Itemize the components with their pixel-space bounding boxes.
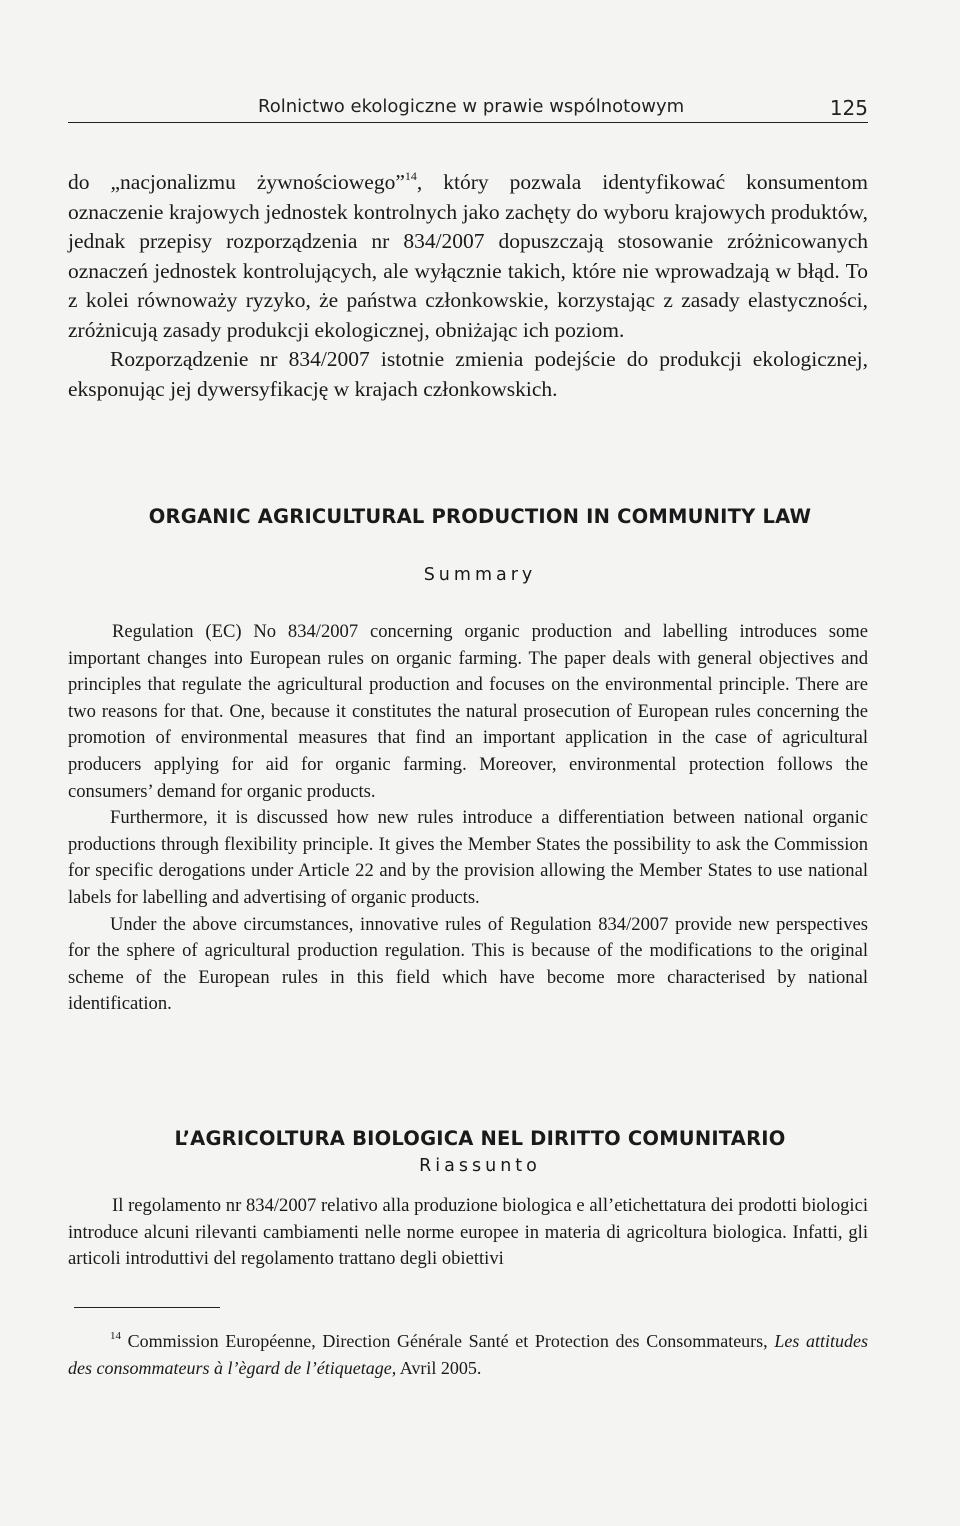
- abstract-paragraph: Furthermore, it is discussed how new rules introduce a differentiation between national organic productions through flexibility principle. It gives the Member States the possibility to ask the Commission for specific derogations under Article 22 and by the provision allowing the Member States to use national labels for labelling and advertising of organic products.: [68, 807, 868, 908]
- summary-abstract: [68, 619, 868, 1018]
- summary-subheading: Summary: [423, 565, 537, 585]
- footnote-cited-title: Les attitudes des consommateurs à l’ègard de l’étiquetage: [68, 1331, 868, 1378]
- running-title: Rolnictwo ekologiczne w prawie wspólnotowym: [258, 96, 685, 117]
- summary-heading: ORGANIC AGRICULTURAL PRODUCTION IN COMMUNITY LAW: [148, 505, 812, 528]
- footnote: [68, 1328, 868, 1382]
- page-number: 125: [829, 96, 868, 120]
- body-text-run: , który pozwala identyfikować konsumentom oznaczenie krajowych jednostek kontrolnych jako zachęty do wyboru krajowych produktów, jednak przepisy rozporządzenia nr 834/2007 dopuszczają stosowanie zróżnicowanych oznaczeń jednostek kontrolujących, ale wyłącznie takich, które nie wprowadzają w błąd. To z kolei równoważy ryzyko, że państwa członkowskie, korzystając z zasady elastyczności, zróżnicują zasady produkcji ekologicznej, obniżając ich poziom.: [68, 170, 869, 342]
- abstract-paragraph: Il regolamento nr 834/2007 relativo alla produzione biologica e all’etichettatura dei prodotti biologici introduce alcuni rilevanti cambiamenti nelle norme europee in materia di agricoltura biologica. Infatti, gli articoli introduttivi del regolamento trattano degli obiettivi: [68, 1195, 868, 1270]
- riassunto-subheading: Riassunto: [419, 1156, 541, 1176]
- footnote-separator: [74, 1307, 220, 1308]
- abstract-paragraph: Regulation (EC) No 834/2007 concerning organic production and labelling introduces some important changes into European rules on organic farming. The paper deals with general objectives and principles that regulate the agricultural production and focuses on the environmental principle. There are two reasons for that. One, because it constitutes the natural prosecution of European rules concerning the promotion of environmental measures that find an important application in the case of agricultural producers applying for aid for organic farming. Moreover, environmental protection follows the consumers’ demand for organic products.: [68, 621, 868, 802]
- riassunto-abstract: [68, 1193, 868, 1273]
- footnote-number: 14: [110, 1330, 121, 1342]
- main-body-text: [68, 168, 868, 404]
- body-paragraph: Rozporządzenie nr 834/2007 istotnie zmienia podejście do produkcji ekologicznej, eksponując jej dywersyfikację w krajach członkowskich.: [68, 347, 868, 401]
- body-text-run: do „nacjonalizmu żywnościowego”: [68, 170, 405, 194]
- footnote-reference: 14: [404, 169, 417, 183]
- footnote-text: , Avril 2005.: [391, 1358, 482, 1378]
- body-paragraph: [68, 168, 868, 345]
- footnote-text: Commission Européenne, Direction Générale Santé et Protection des Consommateurs,: [121, 1331, 775, 1351]
- riassunto-heading: L’AGRICOLTURA BIOLOGICA NEL DIRITTO COMUNITARIO: [174, 1127, 786, 1150]
- running-header: [68, 96, 868, 123]
- abstract-paragraph: Under the above circumstances, innovative rules of Regulation 834/2007 provide new perspectives for the sphere of agricultural production regulation. This is because of the modifications to the original scheme of the European rules in this field which have become more characterised by national identification.: [68, 913, 868, 1015]
- footnote-paragraph: [68, 1328, 868, 1382]
